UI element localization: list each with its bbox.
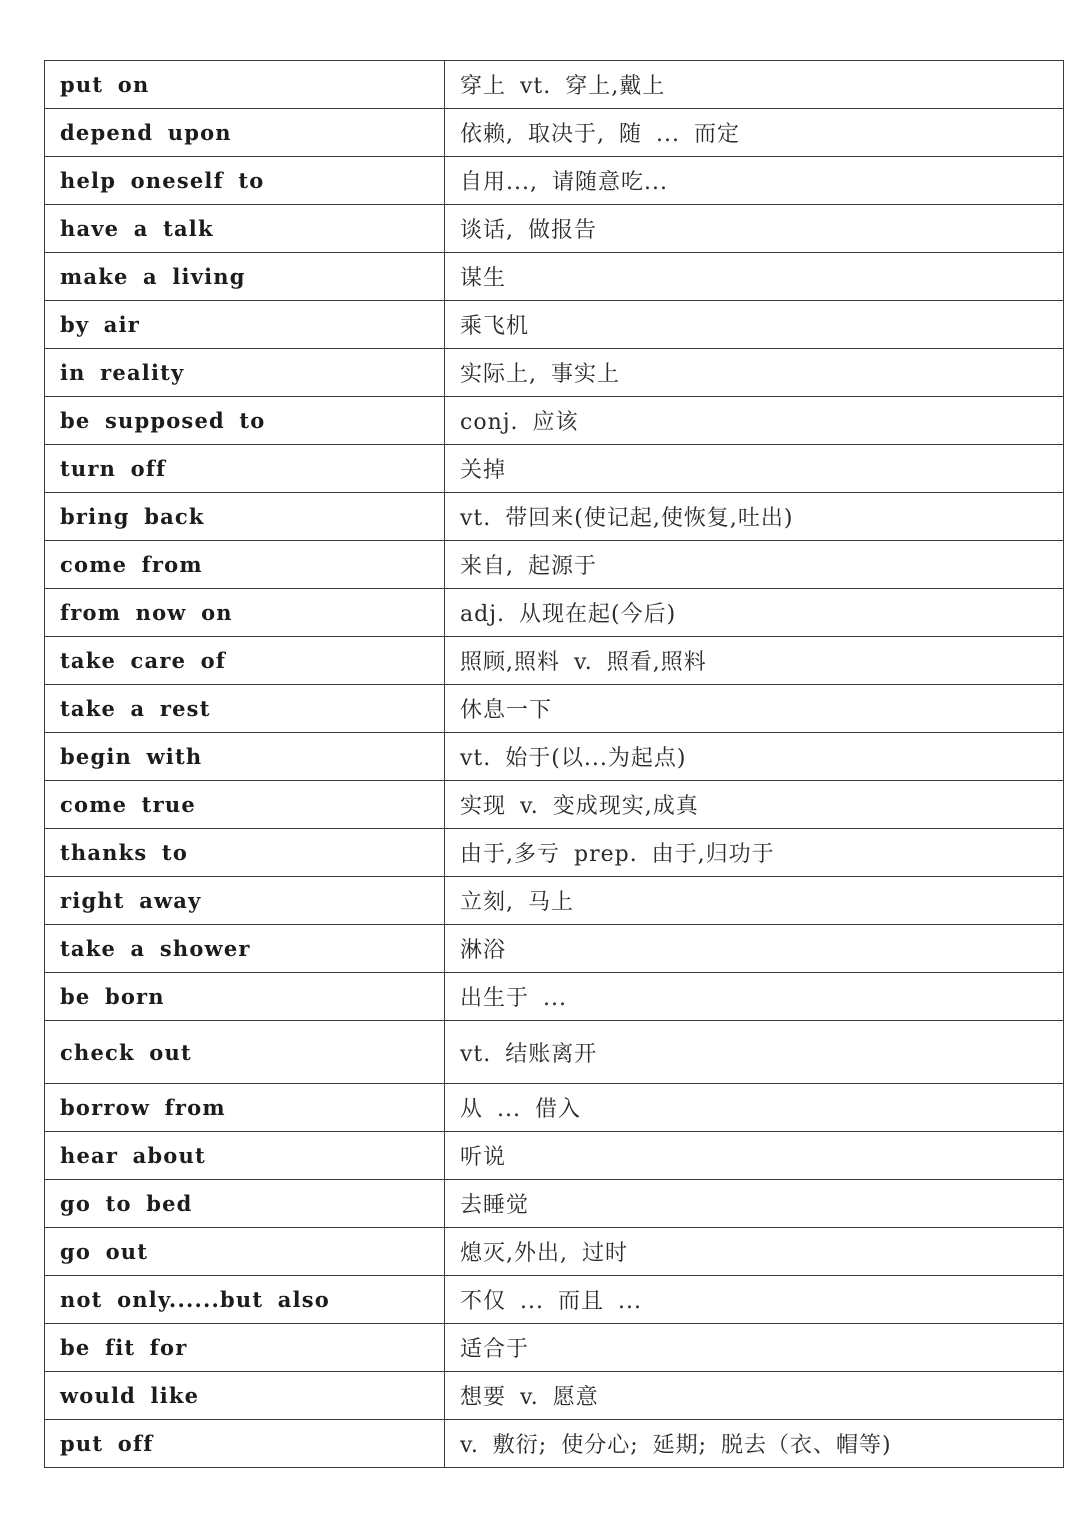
chinese-meaning: 自用..., 请随意吃... bbox=[460, 170, 668, 195]
phrase-cell bbox=[45, 109, 445, 157]
table-row bbox=[45, 253, 1064, 301]
meaning-cell bbox=[445, 589, 1064, 637]
english-phrase: put off bbox=[60, 1431, 154, 1456]
meaning-cell bbox=[445, 877, 1064, 925]
english-phrase: thanks to bbox=[60, 840, 189, 865]
chinese-meaning: 适合于 bbox=[460, 1337, 530, 1362]
meaning-cell bbox=[445, 733, 1064, 781]
chinese-meaning: vt. 结账离开 bbox=[460, 1041, 598, 1067]
phrase-cell bbox=[45, 1021, 445, 1084]
vocabulary-table-body bbox=[45, 61, 1064, 1468]
english-phrase: check out bbox=[60, 1039, 192, 1065]
table-row bbox=[45, 397, 1064, 445]
english-phrase: depend upon bbox=[60, 120, 232, 145]
phrase-cell bbox=[45, 253, 445, 301]
chinese-meaning: 去睡觉 bbox=[460, 1193, 530, 1218]
phrase-cell bbox=[45, 205, 445, 253]
meaning-cell bbox=[445, 1132, 1064, 1180]
english-phrase: right away bbox=[60, 888, 202, 913]
phrase-cell bbox=[45, 781, 445, 829]
table-row bbox=[45, 685, 1064, 733]
meaning-cell bbox=[445, 445, 1064, 493]
phrase-cell bbox=[45, 829, 445, 877]
phrase-cell bbox=[45, 589, 445, 637]
chinese-meaning: conj. 应该 bbox=[460, 410, 579, 435]
chinese-meaning: 想要 v. 愿意 bbox=[460, 1385, 599, 1410]
english-phrase: come from bbox=[60, 552, 203, 577]
english-phrase: turn off bbox=[60, 456, 167, 481]
meaning-cell bbox=[445, 1372, 1064, 1420]
english-phrase: take a rest bbox=[60, 696, 211, 721]
english-phrase: by air bbox=[60, 312, 141, 337]
meaning-cell bbox=[445, 1420, 1064, 1468]
phrase-cell bbox=[45, 1132, 445, 1180]
chinese-meaning: 休息一下 bbox=[460, 698, 553, 723]
table-row bbox=[45, 1276, 1064, 1324]
chinese-meaning: vt. 带回来(使记起,使恢复,吐出) bbox=[460, 506, 794, 531]
table-row bbox=[45, 445, 1064, 493]
english-phrase: be supposed to bbox=[60, 408, 266, 433]
meaning-cell bbox=[445, 973, 1064, 1021]
phrase-cell bbox=[45, 637, 445, 685]
english-phrase: have a talk bbox=[60, 216, 214, 241]
english-phrase: from now on bbox=[60, 600, 233, 625]
phrase-cell bbox=[45, 301, 445, 349]
table-row bbox=[45, 541, 1064, 589]
chinese-meaning: 谈话, 做报告 bbox=[460, 218, 597, 243]
phrase-cell bbox=[45, 925, 445, 973]
phrase-cell bbox=[45, 973, 445, 1021]
phrase-cell bbox=[45, 877, 445, 925]
meaning-cell bbox=[445, 157, 1064, 205]
table-row bbox=[45, 877, 1064, 925]
english-phrase: help oneself to bbox=[60, 168, 265, 193]
chinese-meaning: 关掉 bbox=[460, 458, 507, 483]
meaning-cell bbox=[445, 925, 1064, 973]
table-row bbox=[45, 1228, 1064, 1276]
chinese-meaning: 熄灭,外出, 过时 bbox=[460, 1241, 628, 1266]
chinese-meaning: 依赖, 取决于, 随 ... 而定 bbox=[460, 122, 740, 147]
table-row bbox=[45, 925, 1064, 973]
meaning-cell bbox=[445, 109, 1064, 157]
phrase-cell bbox=[45, 541, 445, 589]
table-row bbox=[45, 781, 1064, 829]
meaning-cell bbox=[445, 1180, 1064, 1228]
english-phrase: begin with bbox=[60, 744, 203, 769]
meaning-cell bbox=[445, 61, 1064, 109]
chinese-meaning: 照顾,照料 v. 照看,照料 bbox=[460, 650, 707, 675]
table-row bbox=[45, 829, 1064, 877]
table-row bbox=[45, 733, 1064, 781]
meaning-cell bbox=[445, 1021, 1064, 1084]
chinese-meaning: 淋浴 bbox=[460, 938, 507, 963]
table-row bbox=[45, 589, 1064, 637]
table-row bbox=[45, 157, 1064, 205]
chinese-meaning: 实现 v. 变成现实,成真 bbox=[460, 794, 699, 819]
phrase-cell bbox=[45, 1324, 445, 1372]
meaning-cell bbox=[445, 1276, 1064, 1324]
chinese-meaning: 乘飞机 bbox=[460, 314, 530, 339]
chinese-meaning: 从 ... 借入 bbox=[460, 1097, 581, 1122]
meaning-cell bbox=[445, 1324, 1064, 1372]
english-phrase: take a shower bbox=[60, 936, 251, 961]
chinese-meaning: vt. 始于(以...为起点) bbox=[460, 746, 687, 771]
meaning-cell bbox=[445, 301, 1064, 349]
chinese-meaning: 实际上, 事实上 bbox=[460, 362, 620, 387]
phrase-cell bbox=[45, 1372, 445, 1420]
english-phrase: go out bbox=[60, 1239, 149, 1264]
meaning-cell bbox=[445, 205, 1064, 253]
chinese-meaning: adj. 从现在起(今后) bbox=[460, 602, 677, 627]
meaning-cell bbox=[445, 1084, 1064, 1132]
english-phrase: hear about bbox=[60, 1143, 206, 1168]
meaning-cell bbox=[445, 541, 1064, 589]
meaning-cell bbox=[445, 829, 1064, 877]
phrase-cell bbox=[45, 397, 445, 445]
english-phrase: go to bed bbox=[60, 1191, 193, 1216]
table-row bbox=[45, 1372, 1064, 1420]
english-phrase: not only......but also bbox=[60, 1287, 330, 1312]
phrase-cell bbox=[45, 1084, 445, 1132]
meaning-cell bbox=[445, 493, 1064, 541]
vocabulary-table bbox=[44, 60, 1064, 1468]
phrase-cell bbox=[45, 685, 445, 733]
phrase-cell bbox=[45, 1276, 445, 1324]
meaning-cell bbox=[445, 637, 1064, 685]
english-phrase: be fit for bbox=[60, 1335, 188, 1360]
table-row bbox=[45, 349, 1064, 397]
table-row bbox=[45, 493, 1064, 541]
english-phrase: bring back bbox=[60, 504, 205, 529]
phrase-cell bbox=[45, 1420, 445, 1468]
table-row bbox=[45, 109, 1064, 157]
phrase-cell bbox=[45, 349, 445, 397]
table-row bbox=[45, 1021, 1064, 1084]
meaning-cell bbox=[445, 685, 1064, 733]
chinese-meaning: 听说 bbox=[460, 1145, 507, 1170]
chinese-meaning: v. 敷衍; 使分心; 延期; 脱去（衣、帽等) bbox=[460, 1433, 892, 1458]
chinese-meaning: 穿上 vt. 穿上,戴上 bbox=[460, 74, 666, 99]
table-row bbox=[45, 1324, 1064, 1372]
meaning-cell bbox=[445, 781, 1064, 829]
chinese-meaning: 谋生 bbox=[460, 266, 507, 291]
english-phrase: come true bbox=[60, 792, 196, 817]
table-row bbox=[45, 637, 1064, 685]
english-phrase: borrow from bbox=[60, 1095, 226, 1120]
table-row bbox=[45, 1420, 1064, 1468]
chinese-meaning: 不仅 ... 而且 ... bbox=[460, 1289, 642, 1314]
english-phrase: make a living bbox=[60, 264, 246, 289]
phrase-cell bbox=[45, 1228, 445, 1276]
phrase-cell bbox=[45, 1180, 445, 1228]
phrase-cell bbox=[45, 493, 445, 541]
english-phrase: be born bbox=[60, 984, 165, 1009]
chinese-meaning: 出生于 ... bbox=[460, 986, 567, 1011]
table-row bbox=[45, 205, 1064, 253]
phrase-cell bbox=[45, 733, 445, 781]
english-phrase: put on bbox=[60, 72, 150, 97]
phrase-cell bbox=[45, 61, 445, 109]
table-row bbox=[45, 301, 1064, 349]
table-row bbox=[45, 1180, 1064, 1228]
chinese-meaning: 由于,多亏 prep. 由于,归功于 bbox=[460, 842, 775, 867]
meaning-cell bbox=[445, 397, 1064, 445]
phrase-cell bbox=[45, 157, 445, 205]
english-phrase: take care of bbox=[60, 648, 227, 673]
meaning-cell bbox=[445, 1228, 1064, 1276]
table-row bbox=[45, 1132, 1064, 1180]
meaning-cell bbox=[445, 253, 1064, 301]
chinese-meaning: 来自, 起源于 bbox=[460, 554, 597, 579]
english-phrase: would like bbox=[60, 1383, 200, 1408]
chinese-meaning: 立刻, 马上 bbox=[460, 890, 574, 915]
table-row bbox=[45, 61, 1064, 109]
table-row bbox=[45, 973, 1064, 1021]
meaning-cell bbox=[445, 349, 1064, 397]
phrase-cell bbox=[45, 445, 445, 493]
table-row bbox=[45, 1084, 1064, 1132]
english-phrase: in reality bbox=[60, 360, 185, 385]
